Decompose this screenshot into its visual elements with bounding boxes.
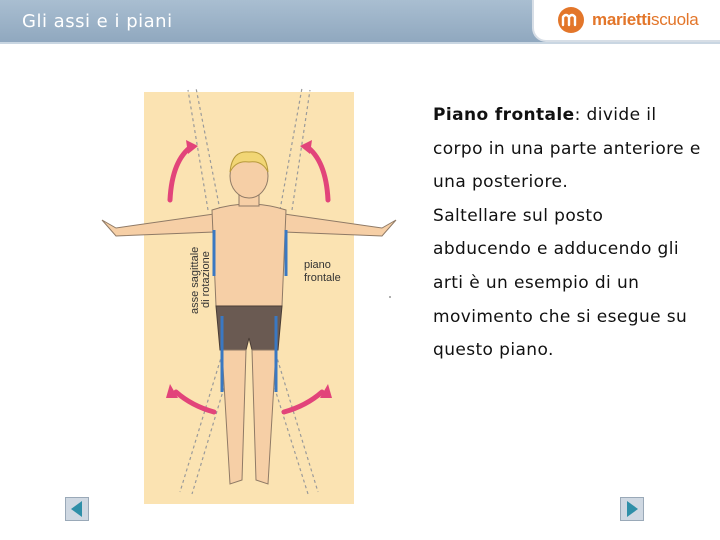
header-bar [0, 0, 720, 44]
logo-suffix: scuola [651, 10, 699, 29]
logo-brand: marietti [592, 10, 652, 29]
definition-rest: : divide il corpo in una parte anteriore e una posteriore. [433, 105, 701, 193]
axis-label [189, 247, 212, 314]
arrow-left-icon [66, 498, 88, 520]
description-text [433, 99, 703, 368]
definition-paragraph [433, 99, 703, 200]
publisher-logo [532, 0, 720, 42]
plane-label-line1: piano [304, 259, 331, 271]
plane-label-line2: frontale [304, 272, 341, 284]
slide-title: Gli assi e i piani [22, 11, 173, 32]
frontal-plane-illustration [96, 80, 406, 510]
next-slide-button[interactable] [620, 497, 644, 521]
logo-text [592, 10, 698, 30]
marietti-logo-icon [556, 5, 586, 35]
example-paragraph: Saltellare sul posto abducendo e adducendo gli arti è un esempio di un movimento che si esegue su questo piano. [433, 205, 688, 361]
stray-dot [389, 296, 391, 298]
axis-label-line1: asse sagittale [189, 246, 201, 314]
previous-slide-button[interactable] [65, 497, 89, 521]
torso [212, 204, 286, 306]
anatomy-figure [96, 80, 406, 510]
arrow-right-icon [621, 498, 643, 520]
axis-label-line2: di rotazione [200, 251, 212, 308]
term-piano-frontale: Piano frontale [433, 105, 575, 125]
